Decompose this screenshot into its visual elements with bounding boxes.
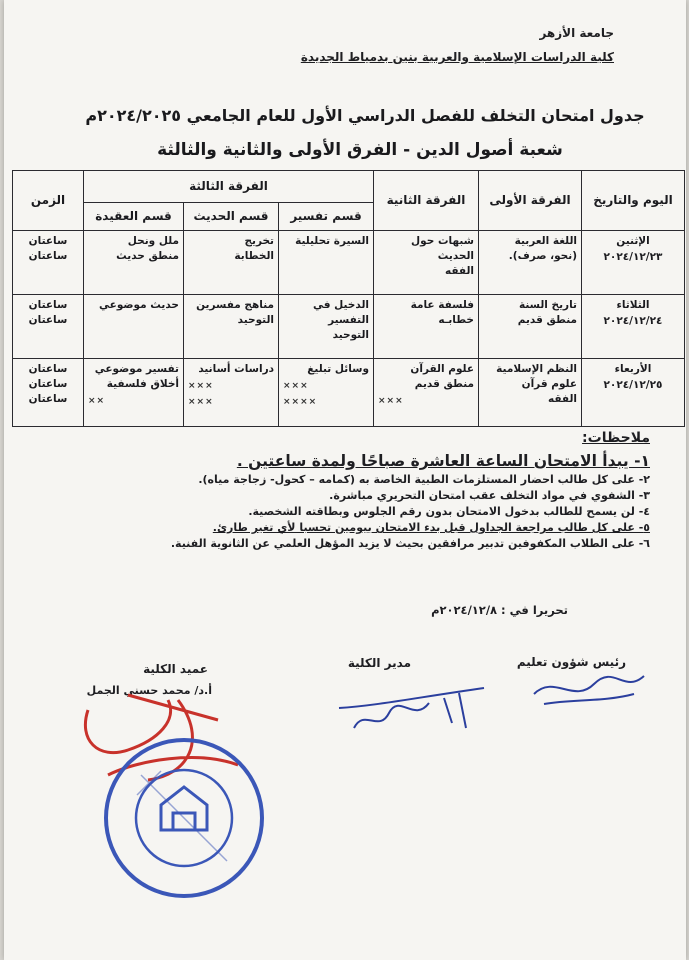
note-5: ٥- على كل طالب مراجعة الجداول قبل بدء الامتحان بيومين تحسبا لأي تغير طارئ. (212, 521, 650, 534)
hadith-cell: تخريج الخطابة (184, 231, 279, 295)
manager-title: مدير الكلية (347, 656, 411, 670)
time-cell: ساعتان ساعتان (13, 295, 84, 359)
exam-schedule-table (12, 170, 685, 427)
college-name: كلية الدراسات الإسلامية والعربية بنين بدمياط الجديدة (300, 50, 614, 64)
tafsir-cell: وسائل تبليغ ××× ×××× (279, 359, 374, 427)
issue-date: تحريرا في : ٢٠٢٤/١٢/٨م (431, 603, 568, 617)
dean-title: عميد الكلية (143, 662, 208, 676)
header-dept-tafsir: قسم تفسير (279, 203, 374, 231)
dean-name: أ.د/ محمد حسني الجمل (86, 684, 212, 697)
day-cell: الأربعاء ٢٠٢٤/١٢/٢٥ (582, 359, 685, 427)
time-cell: ساعتان ساعتان ساعتان (13, 359, 84, 427)
table-row (13, 231, 685, 295)
table-row (13, 295, 685, 359)
table-row (13, 359, 685, 427)
tafsir-cell: الدخيل في التفسير التوحيد (279, 295, 374, 359)
hadith-cell: مناهج مفسرين التوحيد (184, 295, 279, 359)
year1-cell: اللغة العربية (نحو، صرف). (479, 231, 582, 295)
header-year2: الفرقة الثانية (374, 171, 479, 231)
note-1: ١- يبدأ الامتحان الساعة العاشرة صباحًا ولمدة ساعتين . (236, 452, 650, 470)
aqeeda-cell: ملل ونحل منطق حديث (84, 231, 184, 295)
day-cell: الإثنين ٢٠٢٤/١٢/٢٣ (582, 231, 685, 295)
notes-label: ملاحظات: (582, 430, 650, 446)
time-cell: ساعتان ساعتان (13, 231, 84, 295)
year1-cell: النظم الإسلامية علوم قرآن الفقه (479, 359, 582, 427)
note-4: ٤- لن يسمح للطالب بدخول الامتحان بدون رقم الجلوس وبطاقته الشخصية. (248, 505, 650, 518)
year2-cell: علوم القرآن منطق قديم ××× (374, 359, 479, 427)
header-time: الزمن (13, 171, 84, 231)
header-day-date: اليوم والتاريخ (582, 171, 685, 231)
year1-cell: تاريخ السنة منطق قديم (479, 295, 582, 359)
day-cell: الثلاثاء ٢٠٢٤/١٢/٢٤ (582, 295, 685, 359)
document-title: جدول امتحان التخلف للفصل الدراسي الأول للعام الجامعي ٢٠٢٤/٢٠٢٥م (85, 106, 645, 125)
notes-section (34, 430, 650, 550)
aqeeda-cell: حديث موضوعي (84, 295, 184, 359)
aqeeda-cell: تفسير موضوعي أخلاق فلسفية ×× (84, 359, 184, 427)
year2-cell: شبهات حول الحديث الفقه (374, 231, 479, 295)
header-year3: الفرقة الثالثة (84, 171, 374, 203)
affairs-title: رئيس شؤون تعليم (516, 655, 626, 669)
document-page (4, 0, 686, 960)
tafsir-cell: السيرة تحليلية (279, 231, 374, 295)
note-6: ٦- على الطلاب المكفوفين تدبير مرافقين بحيث لا يزيد المؤهل العلمي عن الثانوية الفنية. (170, 537, 650, 550)
note-2: ٢- على كل طالب احضار المستلزمات الطبية الخاصة به (كمامه – كحول- زجاجة مياه). (198, 473, 650, 486)
hadith-cell: دراسات أسانيد ××× ××× (184, 359, 279, 427)
university-name: جامعة الأزهر (539, 26, 614, 40)
affairs-signature (524, 664, 654, 714)
document-subtitle: شعبة أصول الدين - الفرق الأولى والثانية والثالثة (157, 140, 563, 160)
note-3: ٣- الشفوي في مواد التخلف عقب امتحان التحريري مباشرة. (329, 489, 650, 502)
header-dept-aqeeda: قسم العقيدة (84, 203, 184, 231)
header-year1: الفرقة الأولى (479, 171, 582, 231)
college-stamp (101, 735, 267, 901)
year2-cell: فلسفة عامة خطابـه (374, 295, 479, 359)
header-dept-hadith: قسم الحديث (184, 203, 279, 231)
manager-signature (334, 668, 494, 748)
